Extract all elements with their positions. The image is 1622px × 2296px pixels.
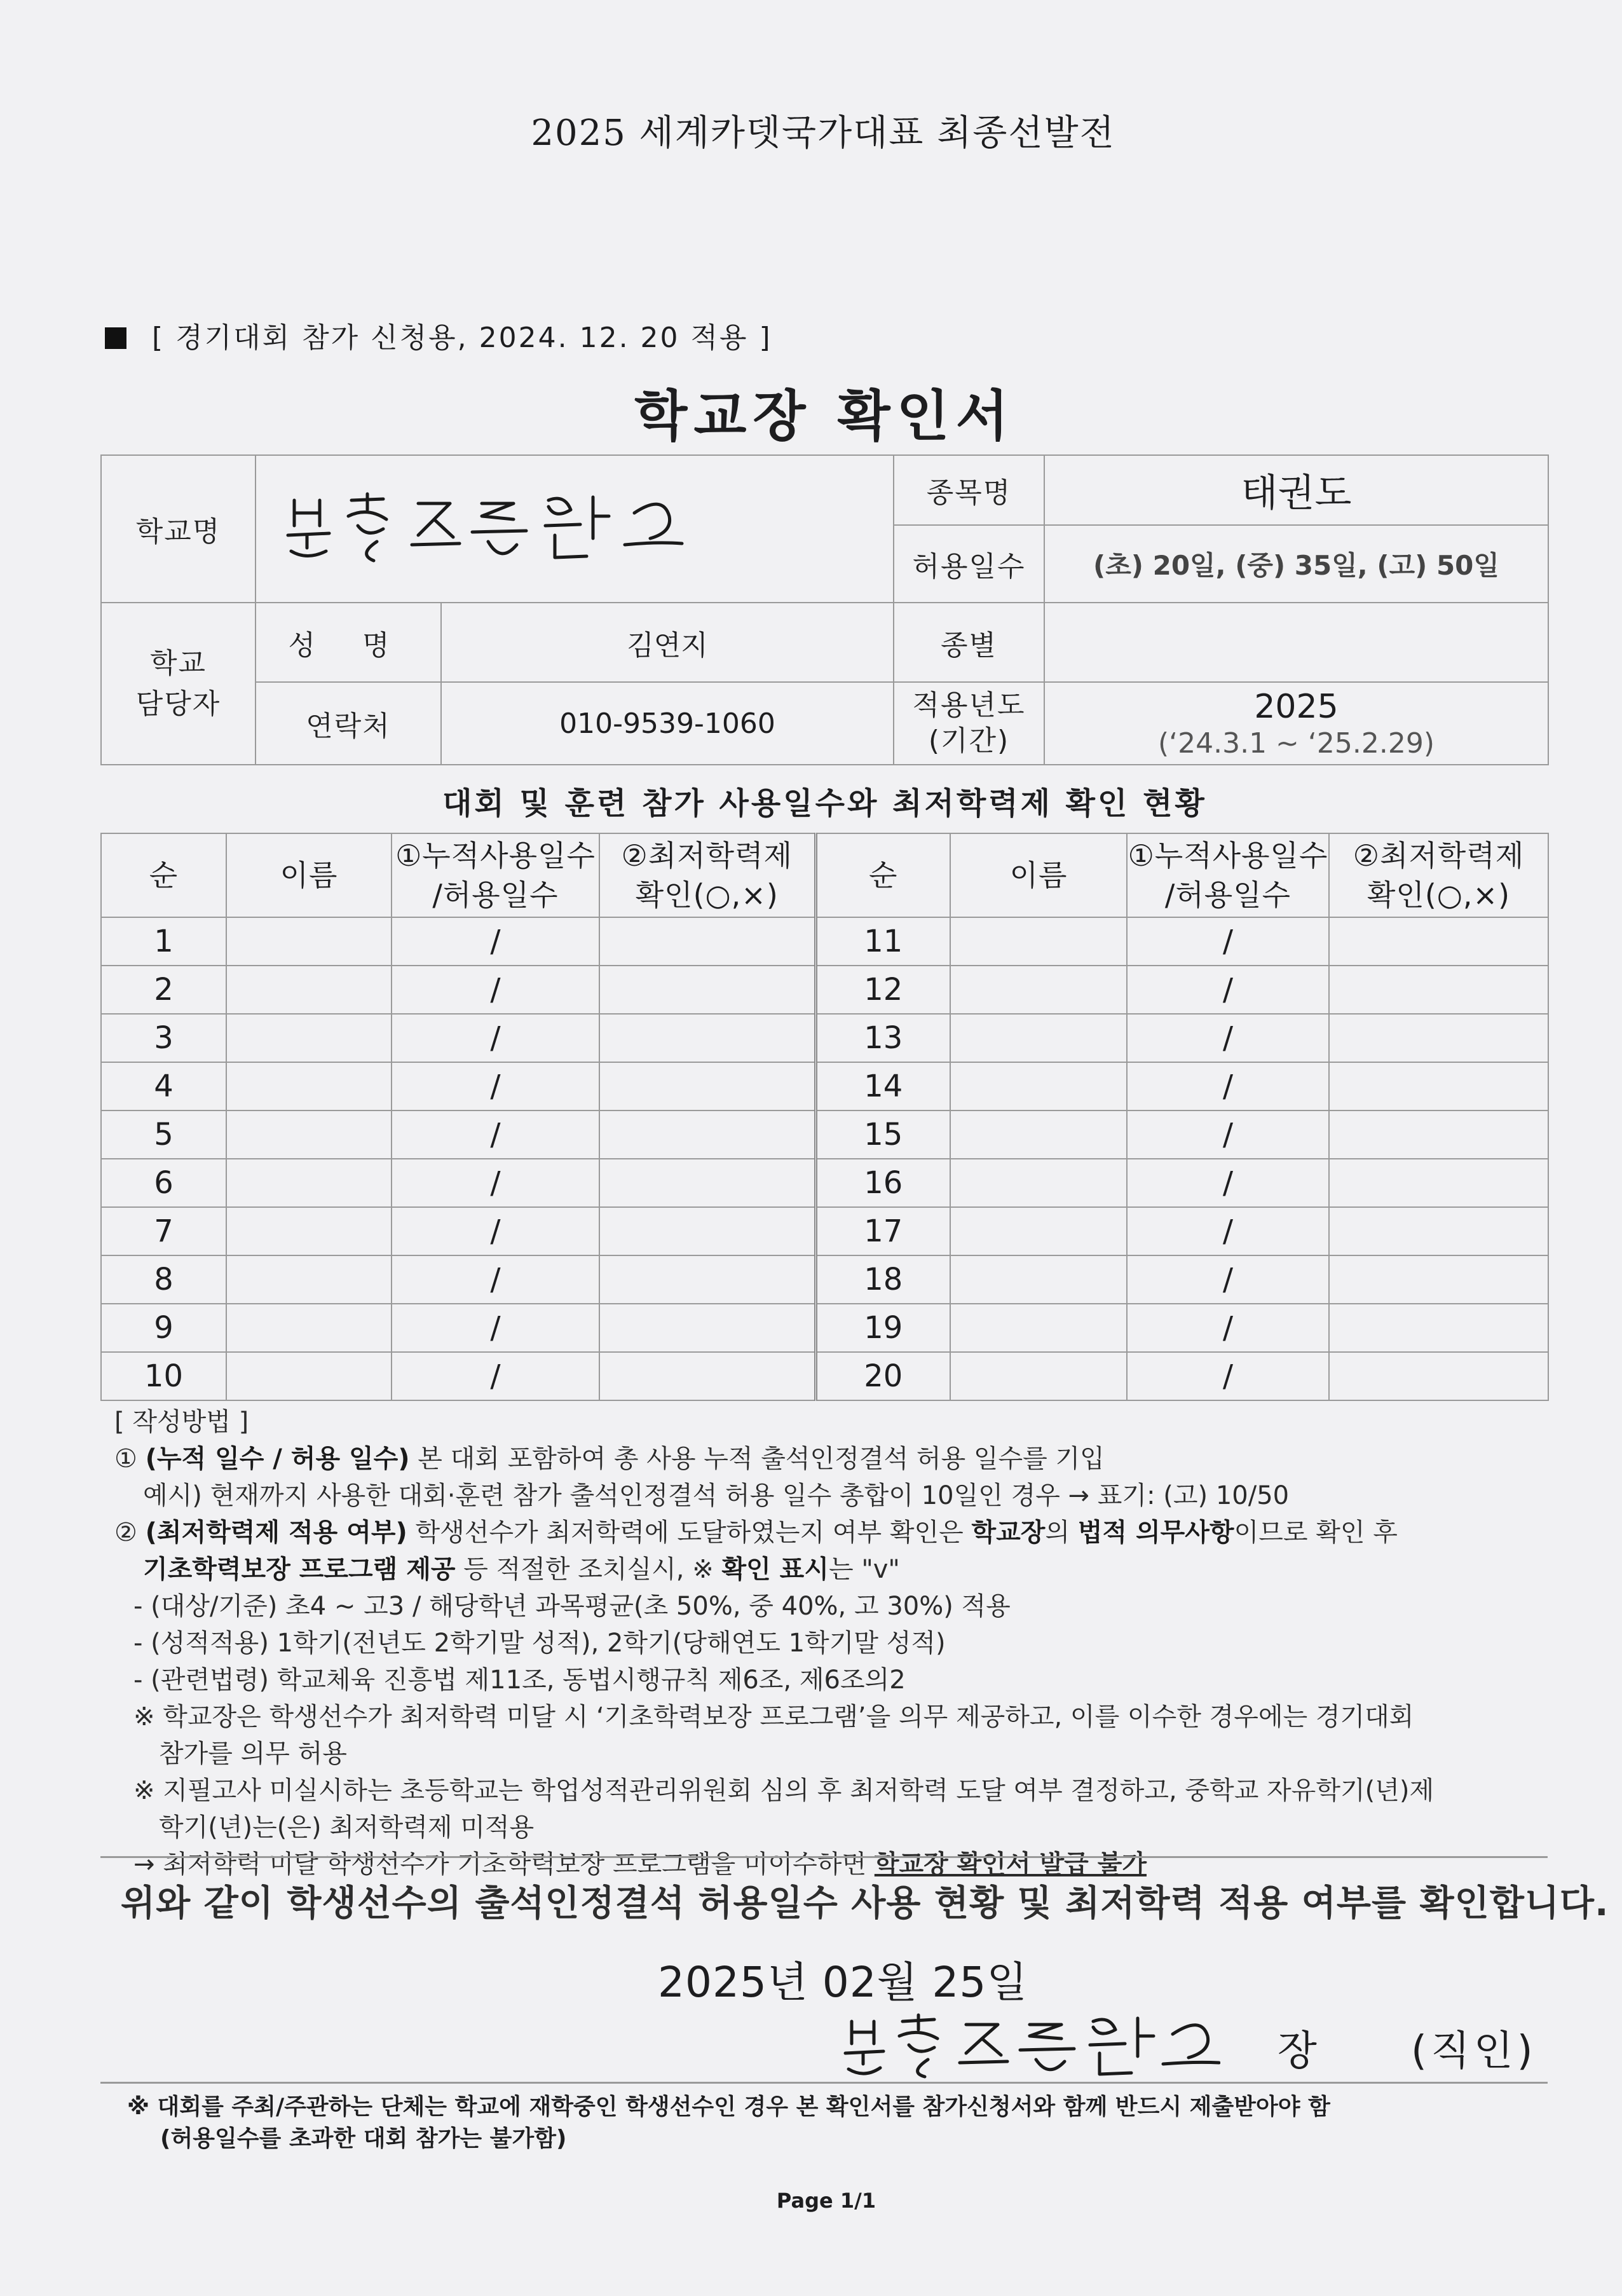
row-no: 8 — [101, 1255, 226, 1304]
row-no: 11 — [815, 917, 950, 966]
table-row — [101, 1207, 1548, 1255]
row-name — [950, 1014, 1127, 1062]
event-label: 종목명 — [894, 455, 1044, 525]
school-label: 학교명 — [101, 455, 256, 603]
row-name — [950, 1062, 1127, 1110]
form-note — [105, 315, 772, 355]
type-value — [1044, 603, 1548, 682]
sign-seal: (직인) — [1411, 2028, 1537, 2075]
section-title: 대회 및 훈련 참가 사용일수와 최저학력제 확인 현황 — [442, 786, 1207, 821]
row-name — [950, 1304, 1127, 1352]
row-name — [950, 1352, 1127, 1400]
principal-signature-icon — [839, 2006, 1220, 2088]
row-min — [599, 1110, 815, 1159]
form-note-text: [ 경기대회 참가 신청용, 2024. 12. 20 적용 ] — [152, 322, 772, 354]
row-min — [1329, 1062, 1548, 1110]
row-name — [226, 966, 392, 1014]
row-min — [1329, 1352, 1548, 1400]
col-name-header: 이름 — [950, 833, 1127, 917]
col-min-header: ②최저학력제 확인(○,×) — [1329, 833, 1548, 917]
row-name — [226, 1352, 392, 1400]
method-line: ① (누적 일수 / 허용 일수) 본 대회 포함하여 총 사용 누적 출석인정결석 허용 일수를 기입 — [114, 1444, 1105, 1473]
row-days: / — [392, 966, 599, 1014]
row-min — [599, 1304, 815, 1352]
year-period: (‘24.3.1 ~ ‘25.2.29) — [1157, 727, 1435, 760]
row-days: / — [392, 1304, 599, 1352]
row-days: / — [1127, 917, 1329, 966]
notice-line: ※ 대회를 주최/주관하는 단체는 학교에 재학중인 학생선수인 경우 본 확인서를 참가신청서와 함께 반드시 제출받아야 함 — [127, 2094, 1330, 2120]
method-line: - (대상/기준) 초4 ~ 고3 / 해당학년 과목평균(초 50%, 중 40%, 고 30%) 적용 — [133, 1592, 1011, 1621]
method-line: - (성적적용) 1학기(전년도 2학기말 성적), 2학기(당해연도 1학기말 성적) — [133, 1629, 946, 1658]
method-line: ② (최저학력제 적용 여부) 학생선수가 최저학력에 도달하였는지 여부 확인은 학교장의 법적 의무사항이므로 확인 후 — [114, 1518, 1398, 1547]
row-min — [1329, 1110, 1548, 1159]
row-no: 20 — [815, 1352, 950, 1400]
table-row — [101, 966, 1548, 1014]
row-no: 2 — [101, 966, 226, 1014]
allowed-days-value: (초) 20일, (중) 35일, (고) 50일 — [1044, 525, 1548, 603]
row-no: 4 — [101, 1062, 226, 1110]
row-min — [1329, 1014, 1548, 1062]
row-days: / — [1127, 1062, 1329, 1110]
school-name-signature-icon — [282, 481, 688, 577]
issue-date: 2025년 02월 25일 — [658, 1958, 1028, 2007]
row-days: / — [392, 1207, 599, 1255]
row-days: / — [1127, 1110, 1329, 1159]
row-days: / — [1127, 1304, 1329, 1352]
row-min — [1329, 1255, 1548, 1304]
row-name — [226, 1255, 392, 1304]
row-min — [1329, 917, 1548, 966]
notice-line: (허용일수를 초과한 대회 참가는 불가함) — [160, 2126, 567, 2152]
row-no: 1 — [101, 917, 226, 966]
row-days: / — [1127, 1207, 1329, 1255]
table-row — [101, 1014, 1548, 1062]
col-days-header: ①누적사용일수 /허용일수 — [1127, 833, 1329, 917]
name-value: 김연지 — [441, 603, 894, 682]
row-name — [226, 1207, 392, 1255]
row-name — [226, 917, 392, 966]
table-row — [101, 1062, 1548, 1110]
row-days: / — [392, 1062, 599, 1110]
col-name-header: 이름 — [226, 833, 392, 917]
name-label: 성 명 — [256, 603, 441, 682]
row-days: / — [1127, 1014, 1329, 1062]
year-value: 2025 — [1254, 687, 1339, 726]
row-no: 19 — [815, 1304, 950, 1352]
contact-label: 학교 담당자 — [101, 603, 256, 765]
square-bullet-icon — [105, 327, 126, 349]
row-no: 17 — [815, 1207, 950, 1255]
row-min — [599, 1062, 815, 1110]
row-min — [599, 917, 815, 966]
method-heading: [ 작성방법 ] — [114, 1407, 249, 1437]
method-line: 기초학력보장 프로그램 제공 등 적절한 조치실시, ※ 확인 표시는 "v" — [143, 1555, 900, 1584]
row-no: 16 — [815, 1159, 950, 1207]
row-min — [599, 1255, 815, 1304]
row-no: 18 — [815, 1255, 950, 1304]
footer-notice — [127, 2091, 1544, 2155]
signature-row — [839, 2006, 1557, 2088]
row-min — [1329, 1207, 1548, 1255]
row-min — [1329, 1304, 1548, 1352]
row-min — [599, 1352, 815, 1400]
row-name — [226, 1304, 392, 1352]
table-row — [101, 1159, 1548, 1207]
row-min — [1329, 966, 1548, 1014]
method-line: - (관련법령) 학교체육 진흥법 제11조, 동법시행규칙 제6조, 제6조의2 — [133, 1665, 906, 1695]
table-row — [101, 1255, 1548, 1304]
document-header: 2025 세계카뎃국가대표 최종선발전 — [531, 113, 1115, 154]
writing-method — [114, 1404, 1551, 1883]
year-label: 적용년도 (기간) — [894, 682, 1044, 765]
row-name — [226, 1159, 392, 1207]
row-min — [1329, 1159, 1548, 1207]
row-days: / — [392, 917, 599, 966]
col-no-header: 순 — [101, 833, 226, 917]
row-days: / — [392, 1110, 599, 1159]
row-min — [599, 1207, 815, 1255]
event-value: 태권도 — [1044, 455, 1548, 525]
row-days: / — [392, 1255, 599, 1304]
row-no: 13 — [815, 1014, 950, 1062]
row-no: 3 — [101, 1014, 226, 1062]
allowed-days-label: 허용일수 — [894, 525, 1044, 603]
method-line: ※ 학교장은 학생선수가 최저학력 미달 시 ‘기초학력보장 프로그램’을 의무 제공하고, 이를 이수한 경우에는 경기대회 — [133, 1702, 1414, 1732]
table-row — [101, 917, 1548, 966]
row-name — [950, 917, 1127, 966]
row-days: / — [392, 1014, 599, 1062]
row-no: 7 — [101, 1207, 226, 1255]
row-no: 14 — [815, 1062, 950, 1110]
info-table — [100, 454, 1549, 765]
row-min — [599, 966, 815, 1014]
row-name — [950, 1159, 1127, 1207]
year-cell — [1044, 682, 1548, 765]
confirm-statement: 위와 같이 학생선수의 출석인정결석 허용일수 사용 현황 및 최저학력 적용 여부를 확인합니다. — [121, 1883, 1609, 1924]
method-line: 참가를 의무 허용 — [159, 1739, 347, 1768]
usage-table — [100, 833, 1549, 1401]
row-no: 9 — [101, 1304, 226, 1352]
row-name — [950, 1207, 1127, 1255]
method-line: → 최저학력 미달 학생선수가 기초학력보장 프로그램을 미이수하면 학교장 확인서 발급 불가 — [133, 1850, 1147, 1879]
table-row — [101, 1352, 1548, 1400]
divider — [100, 2082, 1548, 2084]
row-name — [226, 1110, 392, 1159]
divider — [100, 1856, 1548, 1858]
school-name-handwritten — [256, 455, 894, 603]
row-no: 6 — [101, 1159, 226, 1207]
sign-jang: 장 — [1278, 2028, 1317, 2075]
phone-label: 연락처 — [256, 682, 441, 765]
row-name — [950, 1110, 1127, 1159]
method-line: 학기(년)는(은) 최저학력제 미적용 — [159, 1813, 535, 1842]
row-days: / — [392, 1352, 599, 1400]
row-min — [599, 1014, 815, 1062]
row-days: / — [1127, 1255, 1329, 1304]
col-days-header: ①누적사용일수 /허용일수 — [392, 833, 599, 917]
table-row — [101, 1304, 1548, 1352]
col-no-header: 순 — [815, 833, 950, 917]
method-line: ※ 지필고사 미실시하는 초등학교는 학업성적관리위원회 심의 후 최저학력 도달 여부 결정하고, 중학교 자유학기(년)제 — [133, 1776, 1435, 1805]
page-number: Page 1/1 — [776, 2189, 876, 2213]
row-no: 15 — [815, 1110, 950, 1159]
row-no: 12 — [815, 966, 950, 1014]
row-days: / — [392, 1159, 599, 1207]
row-days: / — [1127, 1352, 1329, 1400]
row-days: / — [1127, 1159, 1329, 1207]
row-name — [950, 1255, 1127, 1304]
method-line: 예시) 현재까지 사용한 대회·훈련 참가 출석인정결석 허용 일수 총합이 10일인 경우 → 표기: (고) 10/50 — [143, 1481, 1290, 1510]
row-name — [950, 966, 1127, 1014]
row-no: 10 — [101, 1352, 226, 1400]
row-name — [226, 1014, 392, 1062]
type-label: 종별 — [894, 603, 1044, 682]
phone-value: 010-9539-1060 — [441, 682, 894, 765]
col-min-header: ②최저학력제 확인(○,×) — [599, 833, 815, 917]
row-name — [226, 1062, 392, 1110]
row-min — [599, 1159, 815, 1207]
row-days: / — [1127, 966, 1329, 1014]
page-title: 학교장 확인서 — [634, 385, 1015, 448]
row-no: 5 — [101, 1110, 226, 1159]
table-row — [101, 1110, 1548, 1159]
